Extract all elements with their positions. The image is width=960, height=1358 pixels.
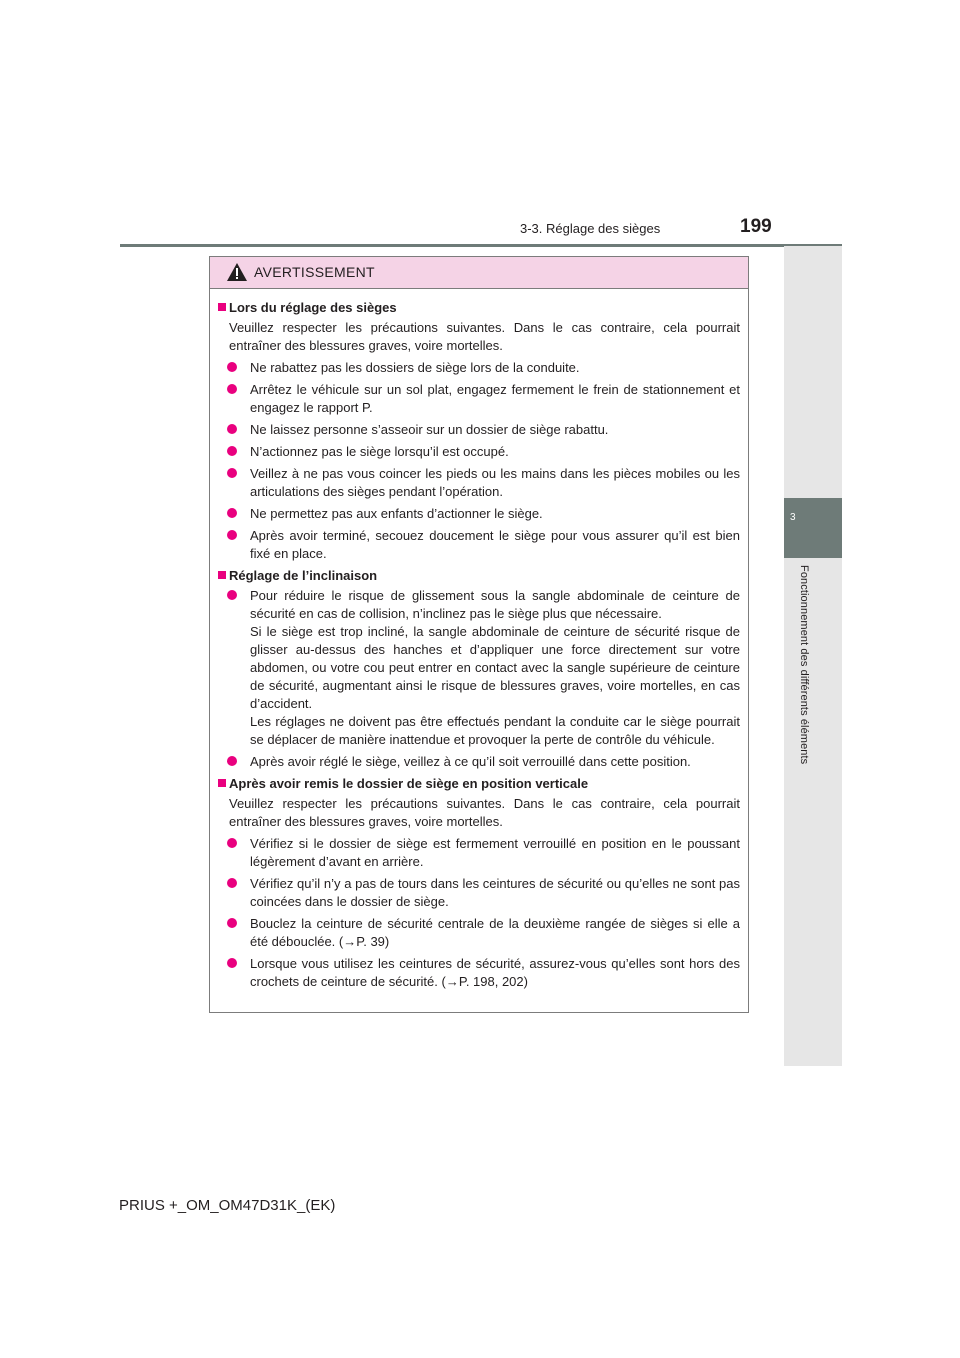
bullet-item (226, 505, 740, 523)
bullet-text: Vérifiez qu’il n’y a pas de tours dans les ceintures de sécurité ou qu’elles ne sont pas coincées dans le dossier de siège. (250, 876, 740, 909)
bullet-text: Arrêtez le véhicule sur un sol plat, engagez fermement le frein de stationnement et engagez le rapport P. (250, 382, 740, 415)
chapter-tab[interactable] (784, 498, 842, 558)
warning-title: AVERTISSEMENT (254, 264, 375, 280)
bullet-text: N’actionnez pas le siège lorsqu’il est occupé. (250, 444, 509, 459)
bullet-item (226, 587, 740, 749)
section-intro: Veuillez respecter les précautions suivantes. Dans le cas contraire, cela pourrait entraîner des blessures graves, voire mortelles. (229, 320, 740, 353)
section-heading: Après avoir remis le dossier de siège en position verticale (218, 775, 740, 793)
bullet-text: Ne laissez personne s’asseoir sur un dossier de siège rabattu. (250, 422, 609, 437)
bullet-item (226, 465, 740, 501)
warning-box (209, 256, 749, 1013)
chapter-number: 3 (790, 512, 796, 523)
bullet-text: Après avoir terminé, secouez doucement le siège pour vous assurer qu’il est bien fixé en place. (250, 528, 740, 561)
bullet-item (226, 421, 740, 439)
bullet-item (226, 875, 740, 911)
bullet-item (226, 527, 740, 563)
bullet-text: Après avoir réglé le siège, veillez à ce qu’il soit verrouillé dans cette position. (250, 754, 691, 769)
bullet-text: Ne rabattez pas les dossiers de siège lors de la conduite. (250, 360, 580, 375)
bullet-text: Vérifiez si le dossier de siège est fermement verrouillé en position en le poussant légèrement d’avant en arrière. (250, 836, 740, 869)
bullet-text: Pour réduire le risque de glissement sous la sangle abdominale de ceinture de sécurité en cas de collision, n’inclinez pas le siège plus que nécessaire. (250, 588, 740, 621)
section-heading: Lors du réglage des sièges (218, 299, 740, 317)
bullet-item (226, 359, 740, 377)
bullet-item (226, 835, 740, 871)
page-number: 199 (740, 216, 772, 237)
bullet-item (226, 381, 740, 417)
bullet-item (226, 915, 740, 951)
bullet-item (226, 753, 740, 771)
bullet-text: Veillez à ne pas vous coincer les pieds ou les mains dans les pièces mobiles ou les articulations des sièges pendant l’opération. (250, 466, 740, 499)
warning-header (210, 257, 748, 289)
warning-body (210, 289, 748, 991)
bullet-text: Les réglages ne doivent pas être effectués pendant la conduite car le siège pourrait se déplacer de manière inattendue et provoquer la perte de contrôle du véhicule. (250, 714, 740, 747)
header-section-title: 3-3. Réglage des sièges (520, 221, 661, 236)
bullet-item (226, 443, 740, 461)
bullet-text: Ne permettez pas aux enfants d’actionner le siège. (250, 506, 543, 521)
bullet-item (226, 955, 740, 991)
footer-model: PRIUS +_OM_OM47D31K_(EK) (119, 1197, 336, 1214)
bullet-text: Bouclez la ceinture de sécurité centrale de la deuxième rangée de sièges si elle a été débouclée. (→P. 39) (250, 916, 740, 949)
section-heading: Réglage de l’inclinaison (218, 567, 740, 585)
chapter-label: Fonctionnement des différents éléments (798, 565, 810, 765)
warning-triangle-icon (226, 262, 248, 282)
header-rule (120, 244, 842, 247)
section-intro: Veuillez respecter les précautions suivantes. Dans le cas contraire, cela pourrait entraîner des blessures graves, voire mortelles. (229, 796, 740, 829)
bullet-text: Lorsque vous utilisez les ceintures de sécurité, assurez-vous qu’elles sont hors des crochets de ceinture de sécurité. (→P. 198, 202) (250, 956, 740, 989)
bullet-text: Si le siège est trop incliné, la sangle abdominale de ceinture de sécurité risque de glisser au-dessus des hanches et d’appliquer une force directement sur votre abdomen, ou votre cou peut entrer en contact avec la sangle supérieure de ceinture de sécurité, augmentant ainsi le risque de blessures graves, voire mortelles, en cas d’accident. (250, 624, 740, 711)
side-strip (784, 246, 842, 1066)
